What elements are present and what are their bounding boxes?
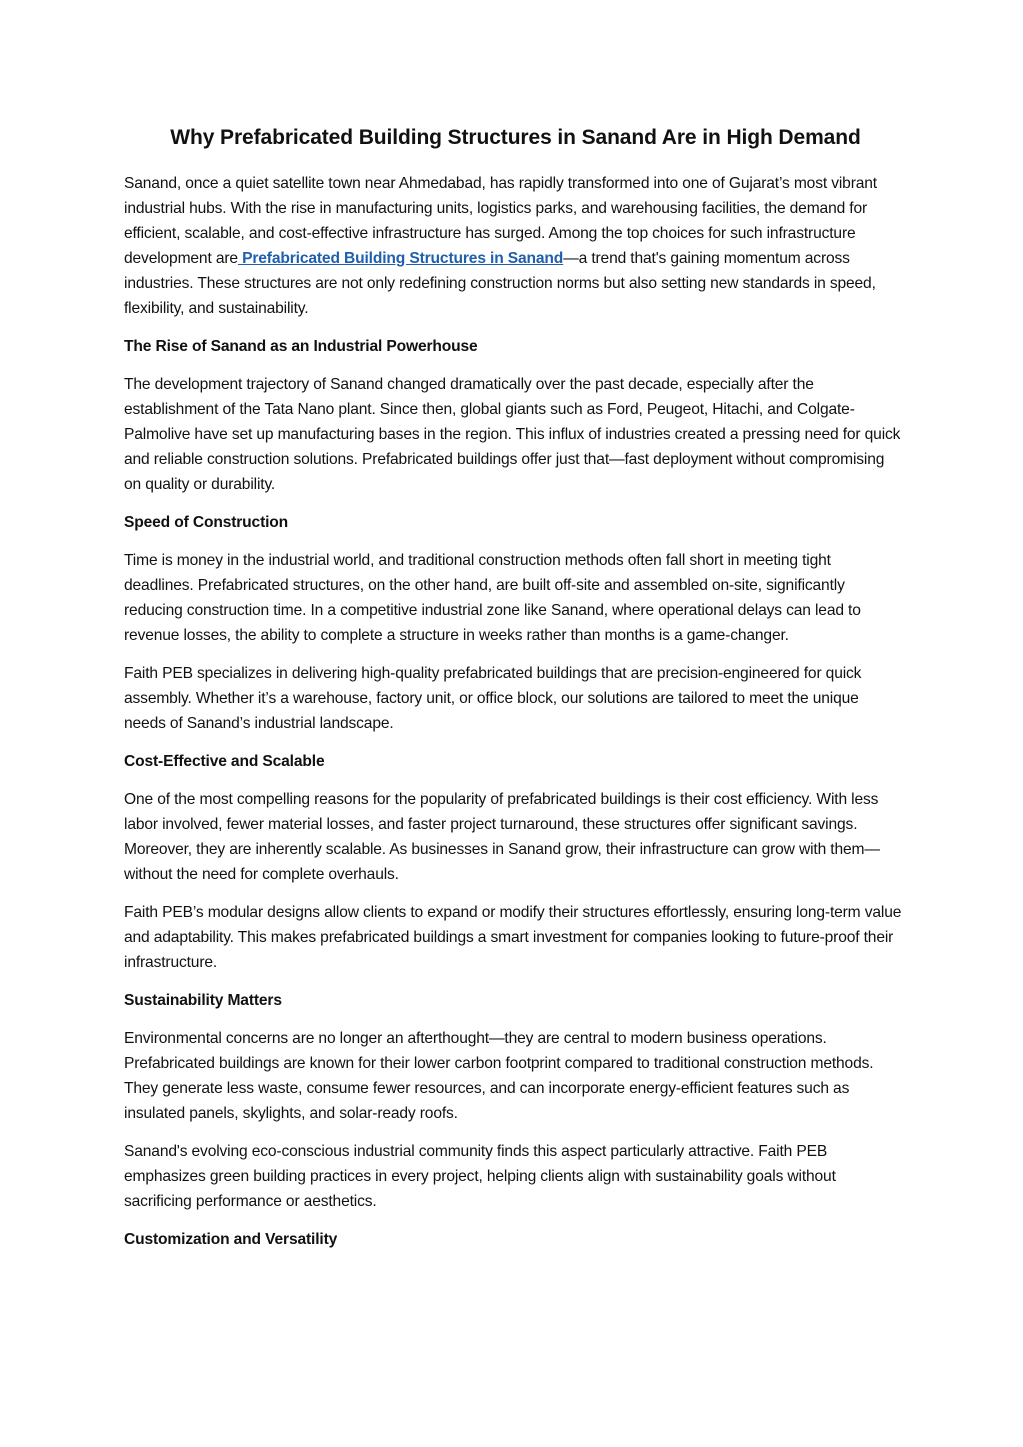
intro-text-after-link: —a trend that's gaining momentum across industries. These structures are not only redefining construction norms but also setting new standards in speed, flexibility, and sustainability. [124, 250, 876, 317]
section-paragraph: Time is money in the industrial world, and traditional construction methods often fall short in meeting tight deadlines. Prefabricated structures, on the other hand, are built off-site and assembled on-site, significantly reducing construction time. In a competitive industrial zone like Sanand, where operational delays can lead to revenue losses, the ability to complete a structure in weeks rather than months is a game-changer. [124, 552, 861, 644]
intro-paragraph [124, 171, 903, 321]
section-paragraph: Environmental concerns are no longer an afterthought—they are central to modern business operations. Prefabricated buildings are known for their lower carbon footprint compared to traditional construction methods. They generate less waste, consume fewer resources, and can incorporate energy-efficient features such as insulated panels, skylights, and solar-ready roofs. [124, 1030, 874, 1122]
section-paragraph: One of the most compelling reasons for the popularity of prefabricated buildings is their cost efficiency. With less labor involved, fewer material losses, and faster project turnaround, these structures offer significant savings. Moreover, they are inherently scalable. As businesses in Sanand grow, their infrastructure can grow with them—without the need for complete overhauls. [124, 791, 880, 883]
section-paragraph: Sanand's evolving eco-conscious industrial community finds this aspect particularly attractive. Faith PEB emphasizes green building practices in every project, helping clients align with sustainability goals without sacrificing performance or aesthetics. [124, 1143, 836, 1210]
prefabricated-structures-link[interactable]: Prefabricated Building Structures in Sanand [237, 250, 564, 267]
page-title: Why Prefabricated Building Structures in Sanand Are in High Demand [170, 126, 861, 149]
section-heading-customization: Customization and Versatility [124, 1231, 338, 1248]
section-heading-speed: Speed of Construction [124, 514, 289, 531]
section-paragraph: The development trajectory of Sanand changed dramatically over the past decade, especially after the establishment of the Tata Nano plant. Since then, global giants such as Ford, Peugeot, Hitachi, and Colgate-Palmolive have set up manufacturing bases in the region. This influx of industries created a pressing need for quick and reliable construction solutions. Prefabricated buildings offer just that—fast deployment without compromising on quality or durability. [124, 376, 901, 493]
section-heading-rise: The Rise of Sanand as an Industrial Powerhouse [124, 338, 478, 355]
section-heading-cost: Cost-Effective and Scalable [124, 753, 325, 770]
section-paragraph: Faith PEB’s modular designs allow clients to expand or modify their structures effortlessly, ensuring long-term value and adaptability. This makes prefabricated buildings a smart investment for companies looking to future-proof their infrastructure. [124, 904, 902, 971]
intro-text-before-link: Sanand, once a quiet satellite town near Ahmedabad, has rapidly transformed into one of Gujarat’s most vibrant industrial hubs. With the rise in manufacturing units, logistics parks, and warehousing facilities, the demand for efficient, scalable, and cost-effective infrastructure has surged. Among the top choices for such infrastructure development are [124, 175, 877, 267]
section-paragraph: Faith PEB specializes in delivering high-quality prefabricated buildings that are precision-engineered for quick assembly. Whether it’s a warehouse, factory unit, or office block, our solutions are tailored to meet the unique needs of Sanand’s industrial landscape. [124, 665, 862, 732]
section-heading-sustainability: Sustainability Matters [124, 992, 282, 1009]
